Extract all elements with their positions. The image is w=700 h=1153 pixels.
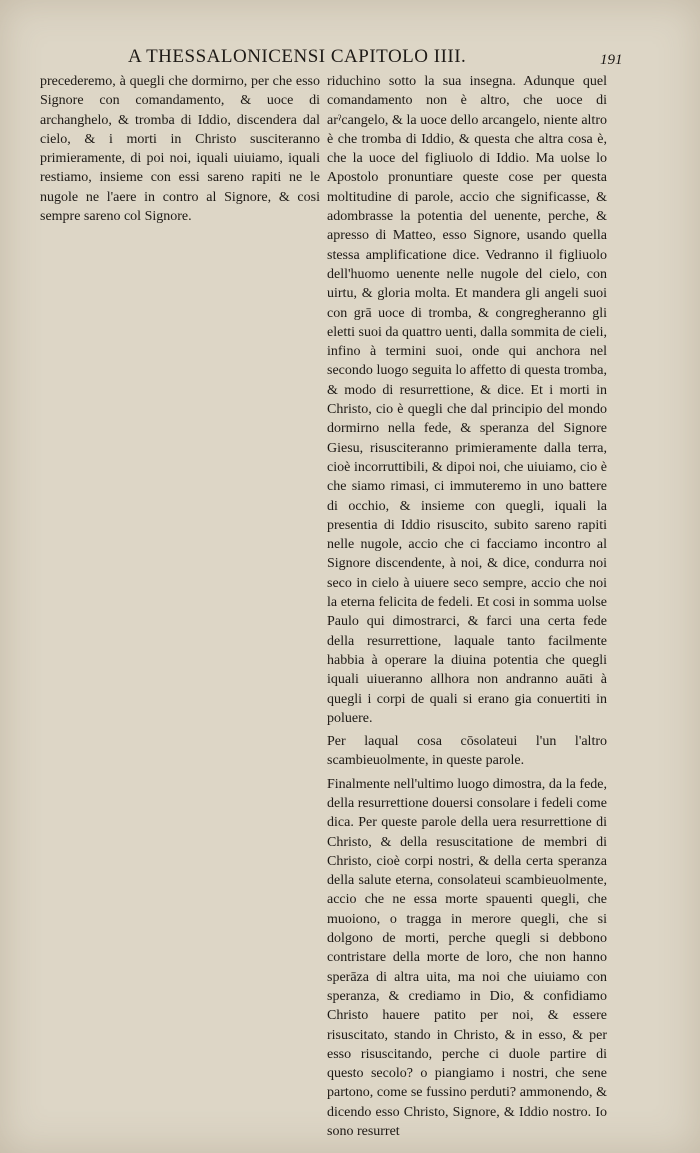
running-title: A THESSALONICENSI CAPITOLO IIII. xyxy=(128,46,467,67)
left-paragraph-1: precederemo, à quegli che dormirno, per che esso Signore con comandamento, & uoce di archanghelo, & tromba di Iddio, discendera dal cielo, & i morti in Christo susciteranno primieramente, di poi noi, iquali uiuiamo, iquali restiamo, insieme con essi sareno rapiti ne le nugole ne l'aere in contro al Signore, & cosi sempre sareno col Signore. xyxy=(40,74,320,225)
left-column xyxy=(40,72,320,226)
right-paragraph-1: riduchino sotto la sua insegna. Adunque quel comandamento non è altro, che uoce di arˀcangelo, & la uoce dello arcangelo, niente altro è che tromba di Iddio, & questa che altra cosa è, che la uoce del figliuolo di Iddio. Ma uolse lo Apostolo pronuntiare queste cose per questa moltitudine di parole, accio che significasse, & adombrasse la potentia del uenente, perche, & apresso di Matteo, esso Signore, usando quella stessa amplificatione dice. Vedranno il figliuolo dell'huomo uenente nelle nugole del cielo, con uirtu, & gloria molta. Et mandera gli angeli suoi con grā uoce di tromba, & congregheranno gli eletti suoi da quattro uenti, dalla sommita de cieli, infino à termini suoi, onde qui anchora nel secondo luogo seguita lo affetto di questa tromba, & modo di resurrettione, & dice. Et i morti in Christo, cio è quegli che dal principio del mondo dormirno nella fede, & speranza del Signore Giesu, risusciteranno primieramente dalla terra, cioè incorruttibili, & dipoi noi, che uiuiamo, cio è che siamo rimasi, ci immuteremo in uno battere di occhio, & insieme con quegli, iquali la presentia di Iddio risuscito, subito sareno rapiti nelle nugole, accio che ci facciamo incontro al Signore discendente, à noi, & dice, condurra noi seco in cielo à uiuere seco sempre, accio che noi la eterna felicita de fedeli. Et cosi in somma uolse Paulo qui dimostrarci, & farci una certa fede della resurrettione, laquale tanto facilmente habbia à operare la diuina potentia che quegli iquali uiueranno allhora non andranno auāti à quegli i corpi de quali si erano gia conuertiti in poluere. xyxy=(327,74,607,726)
right-paragraph-3: Finalmente nell'ultimo luogo dimostra, da la fede, della resurrettione douersi consolare i fedeli come dica. Per queste parole della uera resurrettione di Christo, & della resuscitatione de membri di Christo, cioè corpi nostri, & della certa speranza della salute eterna, consolateui scambieuolmente, accio che ne essa morte spauenti quegli, che muoiono, o tragga in merore quegli, che si dolgono de morti, perche quegli si debbono contristare della morte de loro, che non hanno sperāza di altra uita, ma noi che uiuiamo con speranza, & crediamo in Dio, & confidiamo Christo hauere patito per noi, & essere risuscitato, stando in Christo, & in esso, & per esso risuscitando, perche ci duole partire di questo secolo? o piangiamo i nostri, che sene partono, come se fussino perduti? ammonendo, & dicendo esso Christo, Signore, & Iddio nostro. Io sono resurret xyxy=(327,776,607,1140)
page-number: 191 xyxy=(600,52,623,68)
right-paragraph-2: Per laqual cosa cōsolateui l'un l'altro scambieuolmente, in queste parole. xyxy=(327,734,607,769)
right-column xyxy=(327,72,607,1141)
